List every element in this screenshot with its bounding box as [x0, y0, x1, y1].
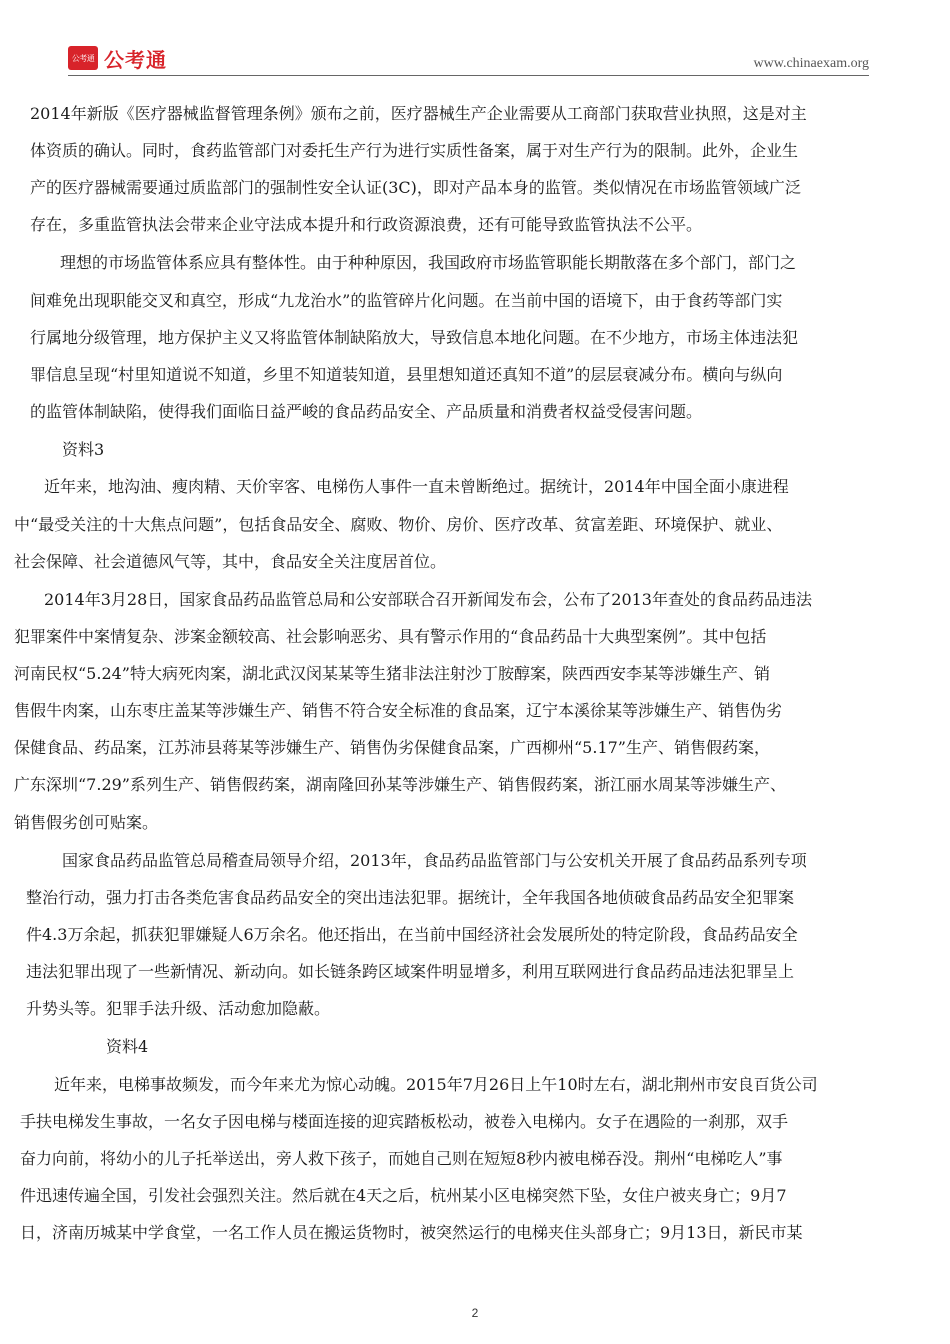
- text-line: 件迅速传遍全国，引发社会强烈关注。然后就在4天之后，杭州某小区电梯突然下坠，女住户被夹身亡；9月7: [20, 1186, 787, 1205]
- text-line: 日，济南历城某中学食堂，一名工作人员在搬运货物时，被突然运行的电梯夹住头部身亡；9月13日，新民市某: [20, 1223, 803, 1242]
- logo: [68, 44, 167, 72]
- page-number: 2: [471, 1306, 479, 1320]
- text-line: 产的医疗器械需要通过质监部门的强制性安全认证(3C)，即对产品本身的监管。类似情况在市场监管领域广泛: [30, 178, 801, 197]
- text-line: 河南民权“5.24”特大病死肉案，湖北武汉闵某某等生猪非法注射沙丁胺醇案，陕西西安李某等涉嫌生产、销: [14, 664, 770, 683]
- site-url[interactable]: www.chinaexam.org: [753, 56, 869, 71]
- text-line: 升势头等。犯罪手法升级、活动愈加隐蔽。: [26, 999, 331, 1018]
- text-line: 整治行动，强力打击各类危害食品药品安全的突出违法犯罪。据统计，全年我国各地侦破食品药品安全犯罪案: [26, 888, 795, 907]
- logo-text: 公考通: [104, 47, 167, 72]
- logo-badge: 公考通: [68, 46, 98, 70]
- text-line: 奋力向前，将幼小的儿子托举送出，旁人救下孩子，而她自己则在短短8秒内被电梯吞没。荆州“电梯吃人”事: [20, 1149, 783, 1168]
- text-line: 理想的市场监管体系应具有整体性。由于种种原因，我国政府市场监管职能长期散落在多个部门，部门之: [60, 253, 797, 272]
- page-header: [68, 40, 869, 76]
- text-line: 2014年3月28日，国家食品药品监管总局和公安部联合召开新闻发布会，公布了2013年查处的食品药品违法: [44, 590, 812, 609]
- text-line: 保健食品、药品案，江苏沛县蒋某等涉嫌生产、销售伪劣保健食品案，广西柳州“5.17”生产、销售假药案，: [14, 738, 770, 757]
- text-line: 违法犯罪出现了一些新情况、新动向。如长链条跨区域案件明显增多，利用互联网进行食品药品违法犯罪呈上: [26, 962, 795, 981]
- text-line: 社会保障、社会道德风气等，其中，食品安全关注度居首位。: [14, 552, 447, 571]
- text-line: 间难免出现职能交叉和真空，形成“九龙治水”的监管碎片化问题。在当前中国的语境下，由于食药等部门实: [30, 291, 783, 310]
- text-line: 罪信息呈现“村里知道说不知道，乡里不知道装知道，县里想知道还真知不道”的层层衰减分布。横向与纵向: [30, 365, 783, 384]
- text-line: 犯罪案件中案情复杂、涉案金额较高、社会影响恶劣、具有警示作用的“食品药品十大典型案例”。其中包括: [14, 627, 767, 646]
- text-line: 2014年新版《医疗器械监督管理条例》颁布之前，医疗器械生产企业需要从工商部门获取营业执照，这是对主: [30, 104, 807, 123]
- text-line: 广东深圳“7.29”系列生产、销售假药案，湖南隆回孙某等涉嫌生产、销售假药案，浙江丽水周某等涉嫌生产、: [14, 775, 786, 794]
- text-line: 件4.3万余起，抓获犯罪嫌疑人6万余名。他还指出，在当前中国经济社会发展所处的特定阶段，食品药品安全: [26, 925, 798, 944]
- text-line: 近年来，电梯事故频发，而今年来尤为惊心动魄。2015年7月26日上午10时左右，湖北荆州市安良百货公司: [54, 1075, 818, 1094]
- text-line: 近年来，地沟油、瘦肉精、天价宰客、电梯伤人事件一直未曾断绝过。据统计，2014年中国全面小康进程: [44, 477, 789, 496]
- section-heading: 资料3: [62, 440, 105, 459]
- text-line: 国家食品药品监管总局稽查局领导介绍，2013年，食品药品监管部门与公安机关开展了食品药品系列专项: [62, 851, 807, 870]
- text-line: 中“最受关注的十大焦点问题”，包括食品安全、腐败、物价、房价、医疗改革、贫富差距、环境保护、就业、: [14, 515, 783, 534]
- text-line: 存在，多重监管执法会带来企业守法成本提升和行政资源浪费，还有可能导致监管执法不公平。: [30, 215, 703, 234]
- header-divider: [68, 75, 869, 76]
- text-line: 行属地分级管理，地方保护主义又将监管体制缺陷放大，导致信息本地化问题。在不少地方，市场主体违法犯: [30, 328, 799, 347]
- text-line: 体资质的确认。同时，食药监管部门对委托生产行为进行实质性备案，属于对生产行为的限制。此外，企业生: [30, 141, 799, 160]
- text-line: 的监管体制缺陷，使得我们面临日益严峻的食品药品安全、产品质量和消费者权益受侵害问题。: [30, 402, 703, 421]
- text-line: 销售假劣创可贴案。: [14, 813, 159, 832]
- text-line: 售假牛肉案，山东枣庄盖某等涉嫌生产、销售不符合安全标准的食品案，辽宁本溪徐某等涉嫌生产、销售伪劣: [14, 701, 783, 720]
- text-line: 手扶电梯发生事故，一名女子因电梯与楼面连接的迎宾踏板松动，被卷入电梯内。女子在遇险的一刹那，双手: [20, 1112, 789, 1131]
- section-heading: 资料4: [106, 1037, 149, 1056]
